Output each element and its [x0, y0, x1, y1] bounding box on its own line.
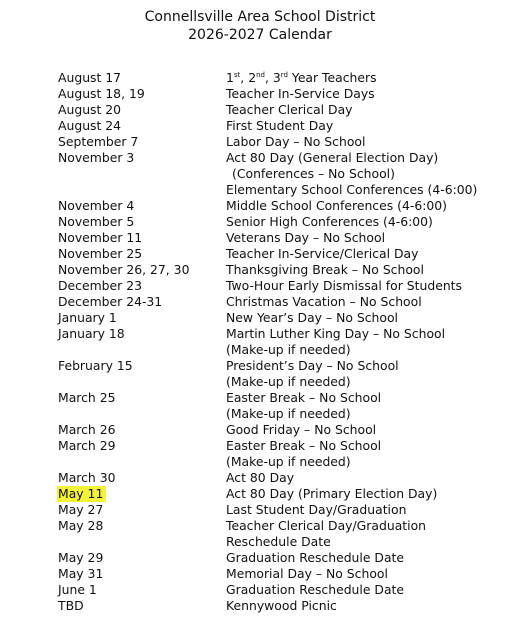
row-event: Graduation Reschedule Date [226, 550, 405, 565]
row-event: Reschedule Date [226, 534, 331, 549]
row-event: Easter Break – No School [226, 390, 382, 405]
row-date: May 28 [58, 518, 104, 533]
calendar-row [0, 262, 520, 278]
calendar-row [0, 70, 520, 86]
row-event: Thanksgiving Break – No School [226, 262, 424, 277]
row-event: Last Student Day/Graduation [226, 502, 407, 517]
row-event: (Make-up if needed) [226, 454, 351, 469]
calendar-row [0, 406, 520, 422]
row-event: Teacher Clerical Day/Graduation [226, 518, 427, 533]
ordinal-suffix: st [233, 71, 241, 79]
row-event: Christmas Vacation – No School [226, 294, 422, 309]
row-date: TBD [58, 598, 84, 613]
calendar-row [0, 86, 520, 102]
calendar-row [0, 486, 520, 502]
row-event: President’s Day – No School [226, 358, 399, 373]
row-event: (Make-up if needed) [226, 406, 351, 421]
separator: , [240, 70, 249, 85]
calendar-row [0, 342, 520, 358]
calendar-row [0, 214, 520, 230]
row-date: March 26 [58, 422, 116, 437]
calendar-row [0, 374, 520, 390]
calendar-row [0, 310, 520, 326]
row-date: November 4 [58, 198, 135, 213]
row-event: Act 80 Day (General Election Day) [226, 150, 439, 165]
calendar-row [0, 246, 520, 262]
row-date: December 23 [58, 278, 142, 293]
row-event: Good Friday – No School [226, 422, 377, 437]
calendar-row [0, 598, 520, 614]
calendar-row [0, 566, 520, 582]
ordinal-suffix: rd [280, 71, 288, 79]
row-event: First Student Day [226, 118, 334, 133]
row-date: September 7 [58, 134, 139, 149]
calendar-row [0, 534, 520, 550]
calendar-row [0, 166, 520, 182]
calendar-title: 2026-2027 Calendar [188, 27, 332, 43]
calendar-row [0, 454, 520, 470]
row-event: (Make-up if needed) [226, 374, 351, 389]
row-date: May 31 [58, 566, 104, 581]
row-event: Elementary School Conferences (4-6:00) [226, 182, 478, 197]
event-text: Year Teachers [287, 70, 377, 85]
calendar-row [0, 118, 520, 134]
row-date: January 1 [58, 310, 117, 325]
row-event: Labor Day – No School [226, 134, 366, 149]
row-date: May 27 [58, 502, 104, 517]
row-event: Act 80 Day (Primary Election Day) [226, 486, 438, 501]
ordinal-number: 1 [226, 70, 234, 85]
row-date-highlighted: May 11 [57, 486, 106, 502]
row-date: May 29 [58, 550, 104, 565]
ordinal-number: 3 [272, 70, 281, 85]
calendar-row [0, 390, 520, 406]
calendar-row [0, 102, 520, 118]
calendar-row [0, 582, 520, 598]
row-date: August 18, 19 [58, 86, 145, 101]
calendar-row [0, 550, 520, 566]
row-date: August 20 [58, 102, 122, 117]
calendar-row [0, 278, 520, 294]
row-date: December 24-31 [58, 294, 163, 309]
row-date: November 25 [58, 246, 143, 261]
row-date: November 11 [58, 230, 143, 245]
calendar-row [0, 134, 520, 150]
row-event: (Conferences – No School) [232, 166, 395, 181]
calendar-row [0, 294, 520, 310]
row-date: November 26, 27, 30 [58, 262, 190, 277]
row-event: (Make-up if needed) [226, 342, 351, 357]
calendar-row [0, 470, 520, 486]
row-event [226, 70, 377, 86]
calendar-row [0, 198, 520, 214]
row-date: March 25 [58, 390, 116, 405]
row-date: March 29 [58, 438, 116, 453]
row-event: Teacher In-Service Days [226, 86, 375, 101]
district-title: Connellsville Area School District [144, 9, 376, 25]
row-event: Kennywood Picnic [226, 598, 337, 613]
row-event: Teacher Clerical Day [226, 102, 353, 117]
row-event: Act 80 Day [226, 470, 295, 485]
row-event: Easter Break – No School [226, 438, 382, 453]
calendar-row [0, 150, 520, 166]
calendar-row [0, 502, 520, 518]
row-date: November 3 [58, 150, 135, 165]
row-date: November 5 [58, 214, 135, 229]
calendar-row [0, 326, 520, 342]
ordinal-suffix: nd [256, 71, 265, 79]
calendar-row [0, 422, 520, 438]
row-event: Graduation Reschedule Date [226, 582, 405, 597]
row-event: Teacher In-Service/Clerical Day [226, 246, 419, 261]
row-date: August 17 [58, 70, 122, 85]
row-date: February 15 [58, 358, 133, 373]
calendar-row [0, 518, 520, 534]
row-event: Senior High Conferences (4-6:00) [226, 214, 433, 229]
row-date: August 24 [58, 118, 122, 133]
ordinal-number: 2 [248, 70, 257, 85]
row-event: Two-Hour Early Dismissal for Students [226, 278, 462, 293]
row-event: Martin Luther King Day – No School [226, 326, 446, 341]
calendar-row [0, 438, 520, 454]
row-event: New Year’s Day – No School [226, 310, 398, 325]
calendar-row [0, 182, 520, 198]
row-event: Memorial Day – No School [226, 566, 388, 581]
calendar-row [0, 230, 520, 246]
row-date: January 18 [58, 326, 125, 341]
row-event: Middle School Conferences (4-6:00) [226, 198, 447, 213]
separator: , [264, 70, 273, 85]
row-date: June 1 [58, 582, 97, 597]
row-event: Veterans Day – No School [226, 230, 386, 245]
calendar-row [0, 358, 520, 374]
row-date: March 30 [58, 470, 116, 485]
